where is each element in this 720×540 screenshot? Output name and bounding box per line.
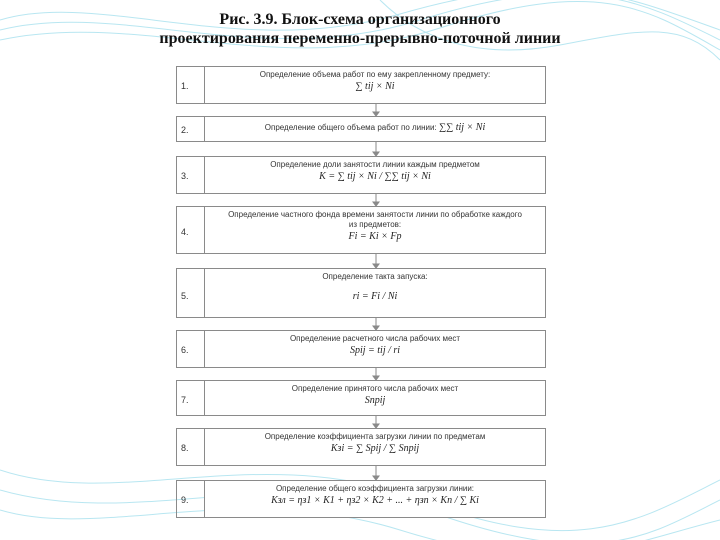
step-text: Определение общего объема работ по линии:: [264, 123, 437, 132]
step-formula: Kзi = ∑ Spij / ∑ Sпрij: [330, 443, 420, 454]
step-formula: ∑∑ tij × Ni: [438, 122, 486, 133]
step-text: Определение принятого числа рабочих мест: [291, 384, 459, 393]
step-formula: K = ∑ tij × Ni / ∑∑ tij × Ni: [319, 171, 431, 182]
step-text: Определение общего коэффициента загрузки линии:: [275, 484, 475, 493]
step-text: Определение объема работ по ему закрепленному предмету:: [259, 70, 491, 79]
figure-title-line-2: проектирования переменно-прерывно-поточной линии: [159, 30, 561, 47]
step-number: 7.: [181, 395, 189, 405]
step-text: Определение частного фонда времени занятости линии по обработке каждого из предметов:: [228, 210, 522, 229]
step-text: Определение такта запуска:: [322, 272, 428, 281]
step-text: Определение коэффициента загрузки линии по предметам: [264, 432, 486, 441]
step-formula: ∑ tij × Ni: [355, 81, 395, 92]
step-number: 5.: [181, 291, 189, 301]
step-number: 3.: [181, 171, 189, 181]
step-formula: Kзл = ηз1 × K1 + ηз2 × K2 + ... + ηзn × Kn / ∑ Ki: [271, 495, 479, 506]
figure-title: [0, 10, 720, 48]
step-formula: Spij = tij / ri: [349, 345, 401, 356]
step-formula: Fi = Ki × Fp: [348, 231, 402, 242]
step-number: 2.: [181, 125, 189, 135]
figure-title-line-1: Рис. 3.9. Блок-схема организационного: [219, 11, 501, 28]
step-number: 1.: [181, 81, 189, 91]
step-number: 4.: [181, 227, 189, 237]
step-number: 6.: [181, 345, 189, 355]
step-text: Определение доли занятости линии каждым предметом: [270, 160, 480, 169]
connector-arrows: [176, 62, 546, 522]
step-formula: Sпрij: [364, 395, 386, 406]
step-number: 9.: [181, 495, 189, 505]
step-text: Определение расчетного числа рабочих мест: [289, 334, 461, 343]
step-formula: ri = Fi / Ni: [352, 291, 398, 302]
step-number: 8.: [181, 443, 189, 453]
flowchart: [176, 62, 546, 522]
